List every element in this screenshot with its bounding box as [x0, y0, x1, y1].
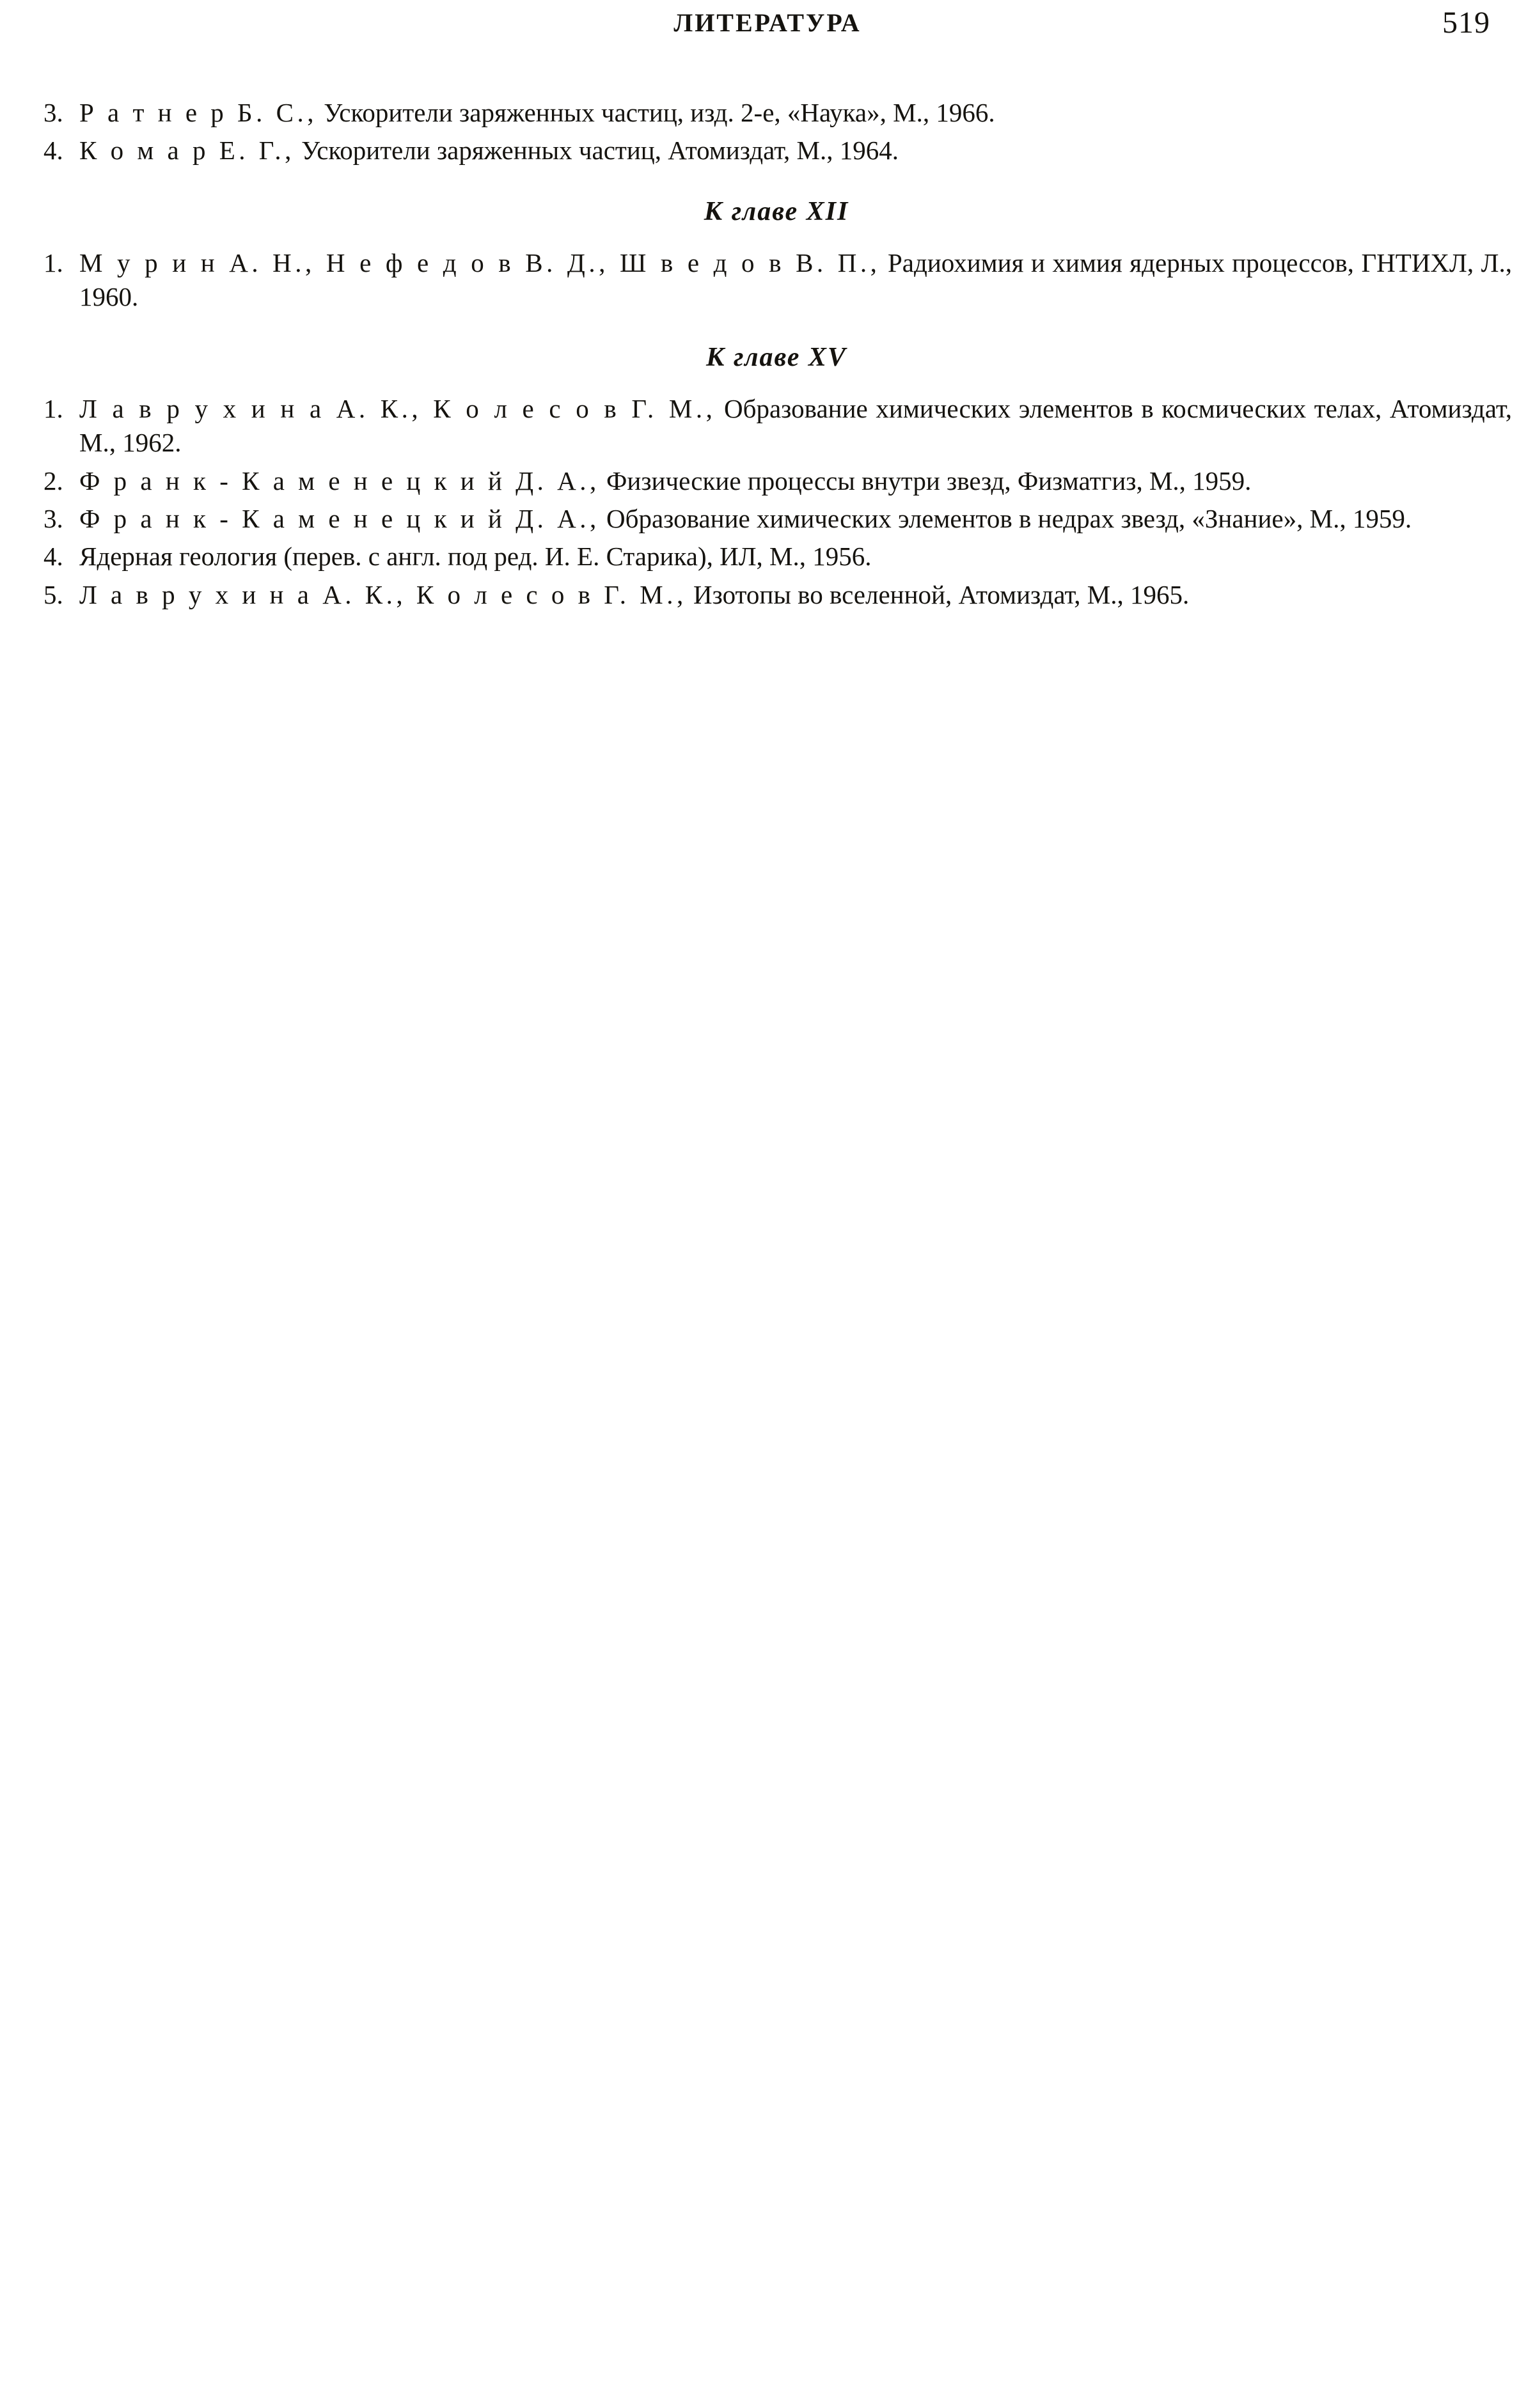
entry-rest: Ускорители заряженных частиц, изд. 2-е, «Наука», М., 1966. [317, 98, 995, 127]
entry-author: М у р и н А. Н., Н е ф е д о в В. Д., Ш в е д о в В. П., [79, 247, 881, 278]
entry-rest: Физические процессы внутри звезд, Физматгиз, М., 1959. [599, 465, 1252, 496]
page-number: 519 [1442, 6, 1490, 40]
list-item [41, 540, 1512, 574]
list-item [41, 502, 1512, 536]
entry-number: 1. [43, 247, 63, 278]
entry-number: 3. [43, 504, 63, 534]
entry-text [79, 134, 1512, 168]
entry-rest: Изотопы во вселенной, Атомиздат, М., 1965. [686, 579, 1190, 609]
entry-text [79, 578, 1512, 612]
entry-rest: Ядерная геология (перев. с англ. под ред. И. Е. Старика), ИЛ, М., 1956. [79, 542, 872, 572]
bibliography-content [41, 96, 1512, 616]
list-item [41, 392, 1512, 460]
list-item [41, 96, 1512, 130]
entry-text [79, 502, 1512, 536]
entry-number: 4. [43, 136, 63, 166]
entry-text [79, 246, 1512, 315]
section-heading-chapter-12: К главе XII [704, 196, 849, 226]
entry-number: 1. [43, 394, 63, 424]
entry-rest: Радиохимия и химия ядерных процессов, ГНТИХЛ, Л., 1960. [79, 247, 1512, 311]
entry-number: 5. [43, 579, 63, 609]
list-item [41, 578, 1512, 612]
entry-rest: Образование химических элементов в недрах звезд, «Знание», М., 1959. [599, 504, 1412, 534]
entry-author: Л а в р у х и н а А. К., К о л е с о в Г. М., [79, 394, 716, 424]
section-heading-chapter-15: К главе XV [706, 343, 847, 373]
entry-number: 4. [43, 542, 63, 572]
entry-rest: Ускорители заряженных частиц, Атомиздат, М., 1964. [294, 136, 899, 166]
entry-author: Р а т н е р Б. С., [79, 98, 317, 127]
page-header [0, 8, 1535, 52]
list-item [41, 246, 1512, 315]
entry-author: К о м а р Е. Г., [79, 136, 295, 166]
entry-number: 3. [43, 98, 63, 127]
page-title: ЛИТЕРАТУРА [673, 8, 862, 37]
entry-number: 2. [43, 465, 63, 496]
entry-text [79, 392, 1512, 460]
entry-text [79, 96, 1512, 130]
entry-author: Ф р а н к - К а м е н е ц к и й Д. А., [79, 465, 600, 496]
entry-text [79, 540, 1512, 574]
entry-rest: Образование химических элементов в космических телах, Атомиздат, М., 1962. [79, 394, 1512, 458]
entry-author: Л а в р у х и н а А. К., К о л е с о в Г. М., [79, 579, 687, 609]
list-item [41, 464, 1512, 498]
list-item [41, 134, 1512, 168]
entry-author: Ф р а н к - К а м е н е ц к и й Д. А., [79, 504, 600, 534]
entry-text [79, 464, 1512, 498]
